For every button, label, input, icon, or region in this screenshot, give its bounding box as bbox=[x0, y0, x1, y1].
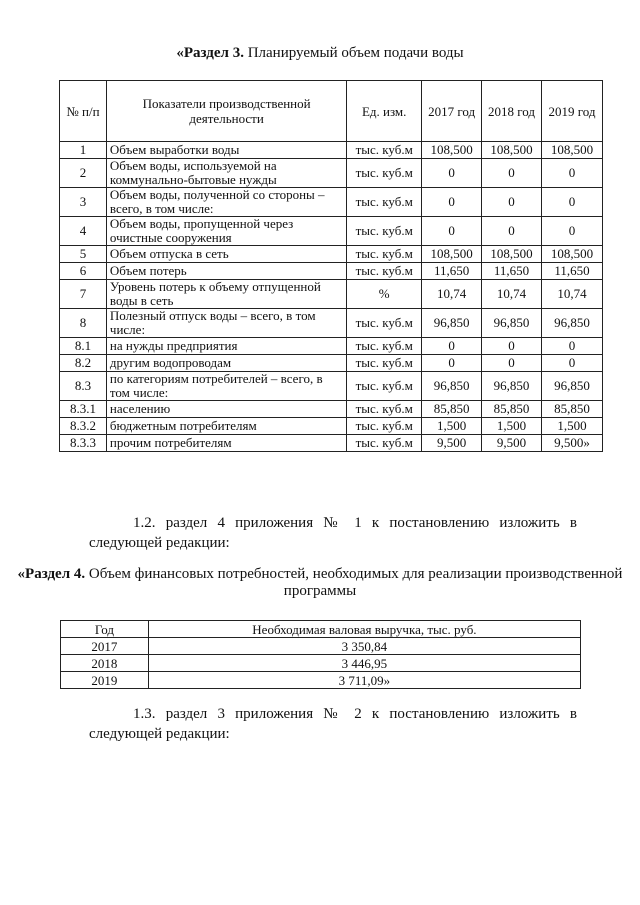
row-revenue: 3 711,09» bbox=[148, 672, 580, 689]
table-row bbox=[60, 355, 603, 372]
row-label: Объем воды, пропущенной через очистные сооружения bbox=[106, 217, 346, 246]
value-2018: 96,850 bbox=[482, 372, 542, 401]
table-row bbox=[60, 418, 603, 435]
value-2019: 96,850 bbox=[541, 309, 602, 338]
row-num: 1 bbox=[60, 142, 107, 159]
value-2019: 1,500 bbox=[541, 418, 602, 435]
value-2018: 0 bbox=[482, 355, 542, 372]
row-num: 8.1 bbox=[60, 338, 107, 355]
row-unit: тыс. куб.м bbox=[347, 372, 422, 401]
value-2017: 96,850 bbox=[422, 309, 482, 338]
value-2017: 1,500 bbox=[422, 418, 482, 435]
value-2017: 0 bbox=[422, 217, 482, 246]
water-supply-table bbox=[59, 80, 603, 452]
row-num: 8.3 bbox=[60, 372, 107, 401]
table-row bbox=[60, 246, 603, 263]
value-2018: 0 bbox=[482, 188, 542, 217]
value-2019: 108,500 bbox=[541, 142, 602, 159]
value-2017: 0 bbox=[422, 338, 482, 355]
table-row bbox=[60, 309, 603, 338]
table-row bbox=[61, 655, 581, 672]
row-num: 8.3.2 bbox=[60, 418, 107, 435]
row-unit: тыс. куб.м bbox=[347, 263, 422, 280]
row-num: 8.2 bbox=[60, 355, 107, 372]
row-num: 4 bbox=[60, 217, 107, 246]
value-2019: 85,850 bbox=[541, 401, 602, 418]
row-unit: тыс. куб.м bbox=[347, 355, 422, 372]
value-2017: 108,500 bbox=[422, 142, 482, 159]
paragraph-1-3: 1.3. раздел 3 приложения № 2 к постановлению изложить в следующей редакции: bbox=[89, 706, 577, 742]
value-2018: 0 bbox=[482, 159, 542, 188]
row-revenue: 3 350,84 bbox=[148, 638, 580, 655]
value-2019: 0 bbox=[541, 217, 602, 246]
table-row bbox=[60, 159, 603, 188]
row-label: на нужды предприятия bbox=[106, 338, 346, 355]
row-unit: тыс. куб.м bbox=[347, 159, 422, 188]
value-2017: 11,650 bbox=[422, 263, 482, 280]
table-row bbox=[60, 263, 603, 280]
value-2019: 10,74 bbox=[541, 280, 602, 309]
table-header-row bbox=[60, 81, 603, 142]
value-2019: 108,500 bbox=[541, 246, 602, 263]
header-num: № п/п bbox=[60, 81, 107, 142]
table-row bbox=[60, 217, 603, 246]
value-2019: 0 bbox=[541, 355, 602, 372]
table-row bbox=[60, 188, 603, 217]
row-year: 2018 bbox=[61, 655, 149, 672]
value-2017: 9,500 bbox=[422, 435, 482, 452]
row-unit: тыс. куб.м bbox=[347, 401, 422, 418]
table-row bbox=[60, 435, 603, 452]
header-unit: Ед. изм. bbox=[347, 81, 422, 142]
header-2018: 2018 год bbox=[482, 81, 542, 142]
header-revenue: Необходимая валовая выручка, тыс. руб. bbox=[148, 621, 580, 638]
row-year: 2017 bbox=[61, 638, 149, 655]
row-unit: тыс. куб.м bbox=[347, 246, 422, 263]
row-num: 6 bbox=[60, 263, 107, 280]
paragraph-1-2: 1.2. раздел 4 приложения № 1 к постановлению изложить в следующей редакции: bbox=[89, 515, 577, 551]
value-2019: 0 bbox=[541, 159, 602, 188]
value-2017: 96,850 bbox=[422, 372, 482, 401]
value-2018: 85,850 bbox=[482, 401, 542, 418]
row-label: Объем воды, полученной со стороны – всего, в том числе: bbox=[106, 188, 346, 217]
row-unit: % bbox=[347, 280, 422, 309]
header-2019: 2019 год bbox=[541, 81, 602, 142]
header-2017: 2017 год bbox=[422, 81, 482, 142]
table-header-row bbox=[61, 621, 581, 638]
row-unit: тыс. куб.м bbox=[347, 418, 422, 435]
table-row bbox=[60, 280, 603, 309]
section4-title: «Раздел 4. Объем финансовых потребностей, необходимых для реализации производственной программы bbox=[17, 566, 623, 599]
row-label: Объем потерь bbox=[106, 263, 346, 280]
row-revenue: 3 446,95 bbox=[148, 655, 580, 672]
value-2018: 11,650 bbox=[482, 263, 542, 280]
row-label: населению bbox=[106, 401, 346, 418]
row-num: 8.3.3 bbox=[60, 435, 107, 452]
value-2019: 9,500» bbox=[541, 435, 602, 452]
value-2017: 0 bbox=[422, 355, 482, 372]
row-label: другим водопроводам bbox=[106, 355, 346, 372]
value-2018: 10,74 bbox=[482, 280, 542, 309]
table-row bbox=[60, 142, 603, 159]
section3-title: «Раздел 3. Планируемый объем подачи воды bbox=[176, 45, 464, 61]
value-2018: 96,850 bbox=[482, 309, 542, 338]
value-2017: 10,74 bbox=[422, 280, 482, 309]
table-row bbox=[60, 372, 603, 401]
row-num: 3 bbox=[60, 188, 107, 217]
table-row bbox=[60, 338, 603, 355]
header-year: Год bbox=[61, 621, 149, 638]
row-label: по категориям потребителей – всего, в том числе: bbox=[106, 372, 346, 401]
row-num: 8 bbox=[60, 309, 107, 338]
row-unit: тыс. куб.м bbox=[347, 435, 422, 452]
row-unit: тыс. куб.м bbox=[347, 188, 422, 217]
value-2018: 108,500 bbox=[482, 246, 542, 263]
value-2019: 0 bbox=[541, 338, 602, 355]
row-label: Объем воды, используемой на коммунально-бытовые нужды bbox=[106, 159, 346, 188]
row-num: 8.3.1 bbox=[60, 401, 107, 418]
value-2019: 96,850 bbox=[541, 372, 602, 401]
row-year: 2019 bbox=[61, 672, 149, 689]
value-2018: 1,500 bbox=[482, 418, 542, 435]
value-2017: 0 bbox=[422, 159, 482, 188]
value-2019: 0 bbox=[541, 188, 602, 217]
value-2018: 0 bbox=[482, 338, 542, 355]
row-label: Полезный отпуск воды – всего, в том числе: bbox=[106, 309, 346, 338]
table-row bbox=[61, 638, 581, 655]
value-2017: 85,850 bbox=[422, 401, 482, 418]
row-unit: тыс. куб.м bbox=[347, 142, 422, 159]
row-label: прочим потребителям bbox=[106, 435, 346, 452]
table-row bbox=[60, 401, 603, 418]
header-indicator: Показатели производственной деятельности bbox=[106, 81, 346, 142]
row-label: Объем выработки воды bbox=[106, 142, 346, 159]
table-row bbox=[61, 672, 581, 689]
row-num: 5 bbox=[60, 246, 107, 263]
row-unit: тыс. куб.м bbox=[347, 217, 422, 246]
row-unit: тыс. куб.м bbox=[347, 338, 422, 355]
value-2017: 108,500 bbox=[422, 246, 482, 263]
row-label: Уровень потерь к объему отпущенной воды в сеть bbox=[106, 280, 346, 309]
value-2018: 0 bbox=[482, 217, 542, 246]
row-num: 7 bbox=[60, 280, 107, 309]
value-2018: 108,500 bbox=[482, 142, 542, 159]
row-label: бюджетным потребителям bbox=[106, 418, 346, 435]
value-2017: 0 bbox=[422, 188, 482, 217]
row-unit: тыс. куб.м bbox=[347, 309, 422, 338]
financial-needs-table bbox=[60, 620, 581, 689]
value-2019: 11,650 bbox=[541, 263, 602, 280]
row-label: Объем отпуска в сеть bbox=[106, 246, 346, 263]
value-2018: 9,500 bbox=[482, 435, 542, 452]
row-num: 2 bbox=[60, 159, 107, 188]
